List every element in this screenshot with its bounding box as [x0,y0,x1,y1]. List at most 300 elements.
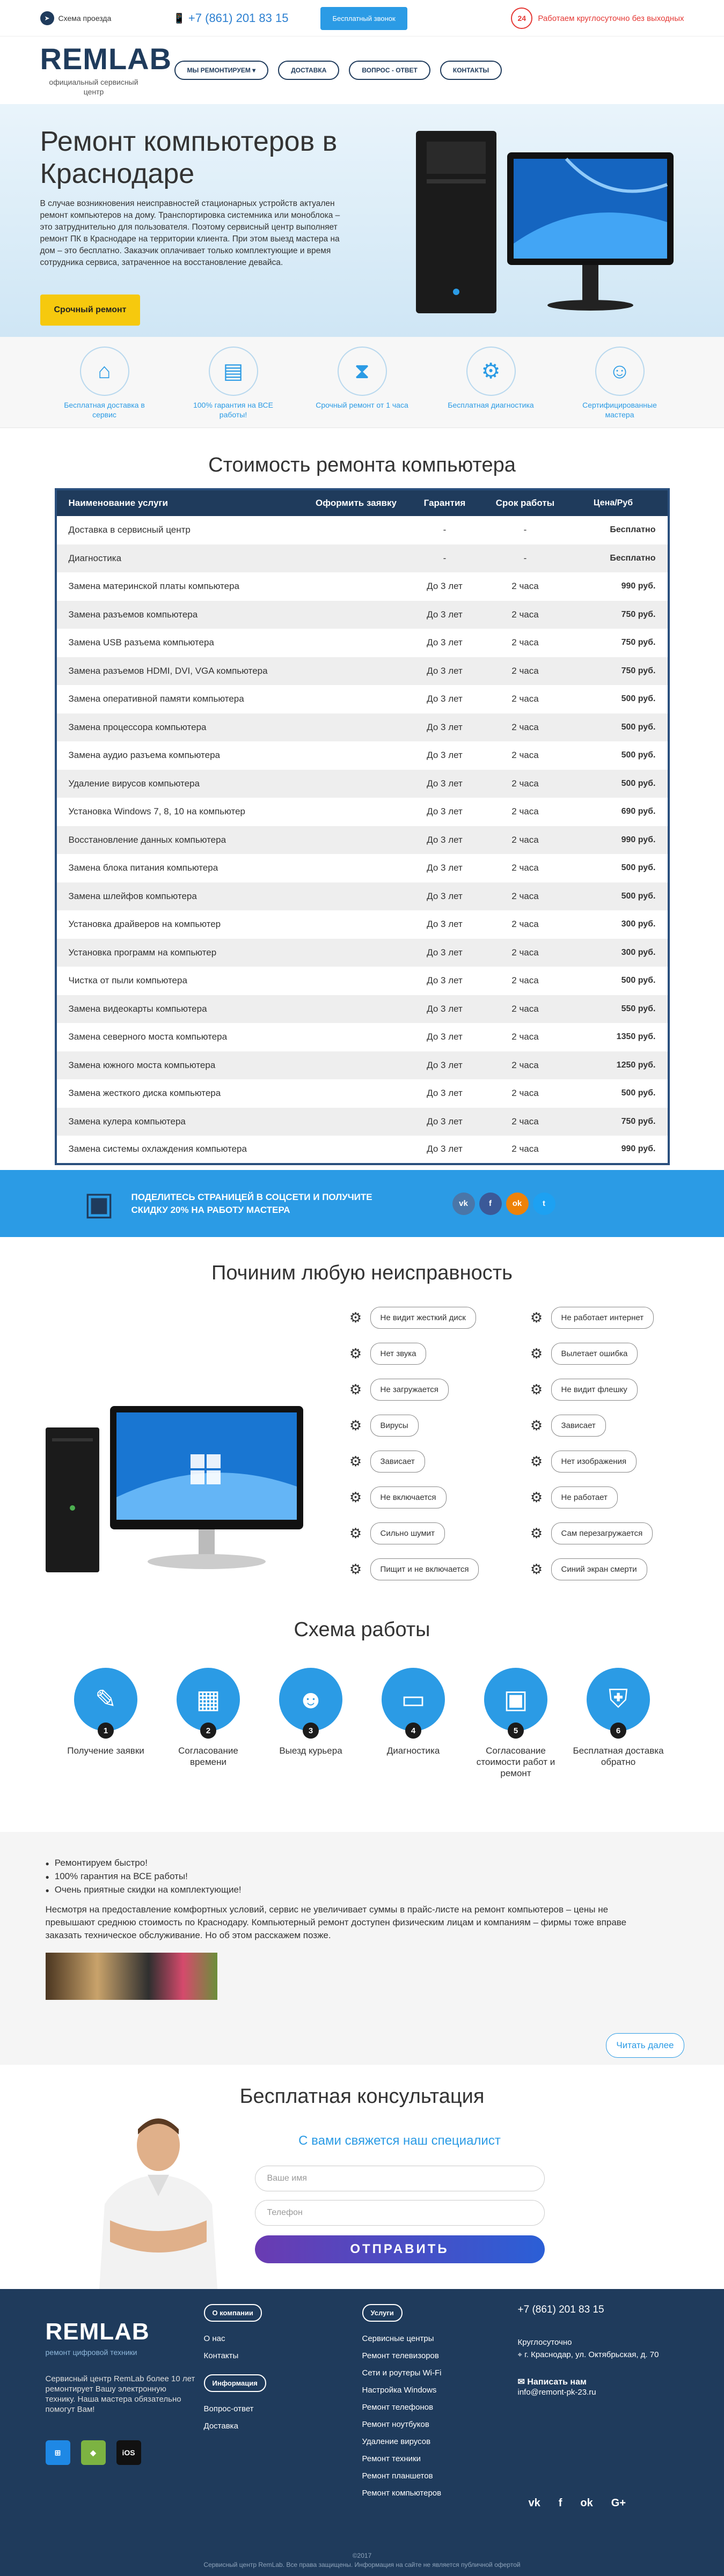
header-phone[interactable] [173,11,289,25]
price-cell: 500 руб. [621,694,656,704]
footer-services-title: Услуги [362,2304,403,2322]
main-nav [174,61,502,80]
benefit-item: ● 100% гарантия на ВСЕ работы! [46,1870,684,1883]
price-cell: 690 руб. [621,807,656,816]
hourglass-icon: ⧗ [338,347,387,396]
warranty-cell: До 3 лет [427,1144,463,1154]
faults-section [0,1237,724,1614]
fault-item[interactable] [530,1486,654,1508]
price-cell: Бесплатно [610,525,656,535]
footer-link[interactable]: Ремонт телефонов [362,2403,434,2412]
footer-about: Сервисный центр RemLab более 10 лет ремонтирует Вашу электронную технику. Наша мастера обязательно помогут Вам! [45,2374,195,2414]
fault-label: Зависает [370,1451,425,1473]
order-cell[interactable] [303,1079,410,1108]
price-cell: 300 руб. [621,919,656,929]
price-row [56,657,669,686]
fault-item[interactable] [530,1307,654,1329]
hours-badge [511,8,684,29]
feature-item [311,347,413,419]
hero-title: Ремонт компьютеров в Краснодаре [40,126,338,189]
vk-icon[interactable]: vk [528,2497,540,2509]
features-strip [0,337,724,428]
warranty-cell: - [443,525,447,535]
footer-link[interactable]: Ремонт ноутбуков [362,2420,429,2429]
workflow-section [0,1614,724,1832]
location-icon: ➤ [40,11,54,25]
order-cell[interactable] [303,995,410,1024]
price-cell: 750 руб. [571,657,669,686]
phone-input[interactable]: Телефон [255,2200,545,2226]
fault-item[interactable] [349,1379,479,1401]
workflow-step [162,1668,255,1779]
step-number: 3 [303,1723,319,1739]
order-cell[interactable] [303,854,410,882]
price-row [56,854,669,882]
warranty-cell: До 3 лет [410,882,480,911]
facebook-icon[interactable]: f [558,2497,562,2509]
monitor-icon: ▭ [401,1686,426,1714]
order-cell[interactable] [303,939,410,967]
fault-label: Синий экран смерти [551,1558,647,1580]
price-row [56,826,669,855]
service-name: Замена процессора компьютера [56,713,303,742]
logo-subtitle: официальный сервисный центр [49,78,138,96]
hours-label: Работаем круглосуточно без выходных [538,13,684,23]
feature-label: Бесплатная доставка в сервис [64,401,145,419]
fault-label: Пищит и не включается [370,1558,479,1580]
warranty-cell: До 3 лет [427,1088,463,1099]
time-cell: 2 часа [480,939,571,967]
price-row [56,995,669,1024]
document-icon: ▤ [209,347,258,396]
nav-contacts[interactable]: КОНТАКТЫ [440,61,502,80]
price-row [56,601,669,629]
footer-link[interactable]: Контакты [203,2351,239,2360]
home-icon: ⌂ [80,347,129,396]
share-text [131,1191,372,1217]
time-cell: 2 часа [480,1051,571,1080]
ok-icon[interactable]: ok [580,2497,593,2509]
feature-label: Сертифицированные мастера [582,401,657,419]
fault-item[interactable] [530,1451,654,1473]
footer-company-title: О компании [204,2304,262,2322]
feature-label: Срочный ремонт от 1 часа [316,401,408,409]
price-cell: 750 руб. [571,601,669,629]
courier-icon: ☻ [297,1685,325,1714]
time-cell: 2 часа [511,806,539,817]
time-cell: - [523,525,527,535]
fault-item[interactable] [530,1379,654,1401]
warranty-cell: До 3 лет [427,581,463,592]
service-name: Удаление вирусов компьютера [56,770,303,798]
warranty-cell: До 3 лет [427,750,463,761]
workflow-steps [59,1668,666,1779]
about-text-section [0,1832,724,2065]
service-name: Замена блока питания компьютера [68,863,218,873]
time-cell: 2 часа [480,882,571,911]
step-label: Согласование стоимости работ и ремонт [476,1746,555,1778]
price-table-body [56,516,669,1164]
price-cell: 750 руб. [621,638,656,647]
header [0,36,724,104]
price-row [56,516,669,544]
price-cell: 1350 руб. [616,1032,656,1042]
service-name: Замена северного моста компьютера [68,1032,228,1042]
fault-item[interactable] [530,1343,654,1365]
order-cell[interactable] [303,629,410,657]
time-cell: 2 часа [480,601,571,629]
fault-item[interactable] [349,1522,479,1544]
workflow-step [59,1668,153,1779]
price-row [56,967,669,995]
feature-label: Бесплатная диагностика [448,401,534,409]
consultation-section [0,2065,724,2289]
service-name: Диагностика [56,544,303,573]
price-row [56,1136,669,1164]
order-cell[interactable] [303,882,410,911]
benefit-item: ● Ремонтируем быстро! [46,1857,684,1870]
order-cell[interactable] [303,544,410,573]
service-name: Установка Windows 7, 8, 10 на компьютер [68,806,245,817]
warranty-cell: До 3 лет [410,939,480,967]
footer-link[interactable]: Ремонт компьютеров [362,2489,442,2498]
footer-address: ⌖ г. Краснодар, ул. Октябрьская, д. 70 [517,2350,659,2359]
pencil-icon: ✎ [94,1686,117,1714]
feature-item [182,347,284,419]
service-name: Восстановление данных компьютера [56,826,303,855]
fault-label: Не работает [551,1486,618,1508]
warranty-cell: До 3 лет [427,863,463,873]
service-name: Замена видеокарты компьютера [56,995,303,1024]
gear-icon: ⚙ [530,1417,543,1433]
footer-link[interactable]: Ремонт телевизоров [362,2351,439,2360]
fault-item[interactable] [349,1486,479,1508]
col-order: Оформить заявку [303,489,410,516]
consult-title: Бесплатная консультация [239,2085,485,2108]
footer-logo[interactable]: REMLAB [45,2319,150,2345]
time-cell: 2 часа [480,826,571,855]
service-name: Замена разъемов HDMI, DVI, VGA компьютера [56,657,303,686]
order-cell[interactable] [303,1108,410,1136]
faults-right-list [530,1307,654,1580]
fault-label: Вирусы [370,1415,419,1437]
footer-link[interactable]: Вопрос-ответ [203,2404,254,2413]
footer-copyright: ©2017 Сервисный центр RemLab. Все права защищены. Информация на сайте не является публичной офертой [203,2552,521,2568]
footer [0,2289,724,2576]
price-row [56,629,669,657]
fault-label: Сам перезагружается [551,1522,653,1544]
workflow-step [572,1668,666,1779]
fault-item[interactable] [349,1307,479,1329]
order-cell[interactable] [303,1136,410,1164]
footer-company-column [204,2304,266,2435]
shield-icon: ⛨ [608,1685,628,1713]
android-icon: ◆ [81,2440,106,2465]
warranty-cell: До 3 лет [427,694,463,704]
submit-button[interactable]: ОТПРАВИТЬ [255,2235,545,2263]
pc-monitor-image [46,1406,319,1578]
time-cell: 2 часа [511,1032,539,1042]
share-screen-icon: ▣ [84,1185,114,1221]
gear-icon: ⚙ [530,1345,543,1361]
order-cell[interactable] [303,601,410,629]
fault-item[interactable] [349,1451,479,1473]
time-cell: 2 часа [480,995,571,1024]
price-cell: 500 руб. [621,863,656,873]
twitter-share-button[interactable]: t [533,1193,555,1215]
gear-icon: ⚙ [349,1381,362,1397]
ios-icon: iOS [116,2440,141,2465]
order-cell[interactable] [303,685,410,713]
time-cell: 2 часа [511,1088,539,1099]
order-cell[interactable] [303,967,410,995]
workflow-step [469,1668,563,1779]
gear-icon: ⚙ [349,1453,362,1469]
nav-we-repair[interactable]: МЫ РЕМОНТИРУЕМ ▾ [174,61,269,80]
mail-icon: ✉ [517,2378,528,2387]
order-cell[interactable] [303,826,410,855]
warranty-cell: - [410,544,480,573]
price-cell: 750 руб. [571,1108,669,1136]
time-cell: 2 часа [511,1144,539,1154]
gear-icon: ⚙ [349,1309,362,1326]
service-name: Замена жесткого диска компьютера [68,1088,221,1099]
footer-email[interactable]: info@remont-pk-23.ru [517,2388,596,2397]
service-name: Замена системы охлаждения компьютера [68,1144,247,1154]
footer-services-column [362,2304,442,2502]
price-row [56,741,669,770]
price-cell: 990 руб. [621,1144,656,1154]
price-row [56,685,669,713]
price-header-row [56,489,669,516]
vk-share-button[interactable]: vk [452,1193,475,1215]
price-cell: 500 руб. [571,882,669,911]
price-cell: 500 руб. [621,750,656,760]
price-row [56,1079,669,1108]
price-row [56,882,669,911]
price-cell: 300 руб. [571,939,669,967]
step-label: Согласование времени [178,1746,238,1767]
time-cell: - [480,544,571,573]
fault-item[interactable] [530,1558,654,1580]
workflow-title: Схема работы [294,1618,430,1641]
warranty-cell: До 3 лет [410,770,480,798]
order-cell[interactable] [303,798,410,826]
logo-accent: LAB [108,42,172,76]
hardware-photo [46,1953,217,2000]
warranty-cell: До 3 лет [427,806,463,817]
fault-label: Не включается [370,1486,447,1508]
col-price: Цена/Руб [571,489,669,516]
fault-item[interactable] [530,1522,654,1544]
step-label: Бесплатная доставка обратно [573,1746,664,1767]
time-cell: 2 часа [511,863,539,873]
nav-faq[interactable]: ВОПРОС - ОТВЕТ [349,61,430,80]
time-cell: 2 часа [511,919,539,930]
order-cell[interactable] [303,516,410,544]
google-plus-icon[interactable]: G+ [611,2497,626,2509]
consult-subtitle: С вами свяжется наш специалист [298,2133,501,2148]
price-cell: 550 руб. [571,995,669,1024]
time-cell: 2 часа [480,770,571,798]
time-cell: 2 часа [511,581,539,592]
col-time: Срок работы [480,489,571,516]
fault-item[interactable] [349,1558,479,1580]
route-label: Схема проезда [58,14,112,23]
phone-number: +7 (861) 201 83 15 [188,11,289,25]
footer-link[interactable]: Удаление вирусов [362,2437,431,2446]
route-link[interactable] [40,11,158,25]
price-row [56,572,669,601]
warranty-cell: До 3 лет [427,1032,463,1042]
price-section [0,428,724,1170]
gear-icon: ⚙ [349,1489,362,1505]
price-cell: 500 руб. [571,770,669,798]
nav-delivery[interactable]: ДОСТАВКА [278,61,339,80]
top-bar [0,0,724,36]
windows-icon: ⊞ [46,2440,70,2465]
time-cell: 2 часа [480,657,571,686]
price-row [56,1023,669,1051]
warranty-cell: До 3 лет [410,995,480,1024]
footer-link[interactable]: О нас [203,2334,225,2343]
order-cell[interactable] [303,770,410,798]
feature-item [440,347,542,419]
service-name: Замена южного моста компьютера [56,1051,303,1080]
ok-share-button[interactable]: ok [506,1193,529,1215]
service-name: Замена кулера компьютера [56,1108,303,1136]
footer-link[interactable]: Ремонт планшетов [362,2471,433,2481]
price-cell: 500 руб. [621,1088,656,1098]
fault-label: Нет изображения [551,1451,637,1473]
price-row [56,798,669,826]
urgent-repair-button[interactable]: Срочный ремонт [40,295,141,326]
warranty-cell: До 3 лет [410,657,480,686]
fault-label: Не загружается [370,1379,449,1401]
price-cell: 990 руб. [571,826,669,855]
footer-link[interactable]: Настройка Windows [362,2386,437,2395]
gear-icon: ⚙ [530,1561,543,1577]
step-number: 2 [200,1723,216,1739]
facebook-share-button[interactable]: f [479,1193,502,1215]
gear-icon: ⚙ [530,1309,543,1326]
time-cell: 2 часа [511,750,539,761]
share-line-1: ПОДЕЛИТЕСЬ СТРАНИЦЕЙ В СОЦСЕТИ И ПОЛУЧИТЕ [131,1191,372,1202]
footer-link[interactable]: Доставка [203,2422,238,2431]
worker-icon: ☺ [595,347,645,396]
feature-label: 100% гарантия на ВСЕ работы! [193,401,274,419]
footer-write-label: ✉ Написать нам [517,2378,587,2387]
price-row [56,544,669,573]
phone-icon: 📱 [173,12,185,24]
order-cell[interactable] [303,713,410,742]
gear-icon: ⚙ [466,347,516,396]
service-name: Замена оперативной памяти компьютера [68,694,244,704]
fault-label: Не работает интернет [551,1307,654,1329]
warranty-cell: До 3 лет [410,1108,480,1136]
logo[interactable] [40,42,172,97]
price-table [55,488,670,1165]
gear-icon: ⚙ [349,1525,362,1541]
share-banner [0,1170,724,1237]
price-title: Стоимость ремонта компьютера [208,454,516,476]
order-cell[interactable] [303,741,410,770]
read-more-button[interactable]: Читать далее [606,2033,684,2058]
warranty-cell: До 3 лет [410,826,480,855]
fault-item[interactable] [530,1415,654,1437]
free-call-button[interactable]: Бесплатный звонок [320,7,407,30]
footer-logo-subtitle: ремонт цифровой техники [45,2348,137,2357]
fault-item[interactable] [349,1415,479,1437]
logo-main: REM [40,42,108,76]
location-pin-icon: ⌖ [517,2350,525,2359]
col-warranty: Гарантия [410,489,480,516]
gear-icon: ⚙ [349,1417,362,1433]
order-cell[interactable] [303,1023,410,1051]
hero-text: В случае возникновения неисправностей стационарных устройств актуален ремонт компьютеров на дому. Транспортировка системника или моноблока – это затруднительно для пользователя. Поэтому сервисный центр выполняет ремонт ПК в Краснодаре на территории клиента. При этом выезд мастера на дом – это бесплатно. Заказчик оплачивает только комплектующие и время сотрудника сервиса, затраченное на восстановление девайса. [40,199,340,267]
workflow-step [264,1668,358,1779]
price-cell: 500 руб. [571,713,669,742]
service-name: Доставка в сервисный центр [68,525,191,535]
warranty-cell: До 3 лет [427,975,463,986]
gear-icon: ⚙ [530,1525,543,1541]
fault-label: Не видит флешку [551,1379,638,1401]
service-name: Замена разъемов компьютера [56,601,303,629]
order-cell[interactable] [303,910,410,939]
step-label: Диагностика [386,1746,440,1756]
consultant-photo [89,2108,228,2289]
footer-link[interactable]: Сети и роутеры Wi-Fi [362,2368,442,2378]
step-number: 1 [98,1723,114,1739]
warranty-cell: До 3 лет [410,713,480,742]
service-name: Замена аудио разъема компьютера [68,750,220,761]
os-badges [46,2440,141,2465]
footer-phone[interactable]: +7 (861) 201 83 15 [517,2304,604,2315]
price-cell: 500 руб. [621,976,656,985]
feature-item [569,347,671,419]
order-cell[interactable] [303,657,410,686]
time-cell: 2 часа [511,637,539,648]
name-input[interactable]: Ваше имя [255,2166,545,2191]
gear-icon: ⚙ [530,1453,543,1469]
faults-title: Починим любую неисправность [211,1262,513,1284]
fault-label: Вылетает ошибка [551,1343,638,1365]
service-name: Замена шлейфов компьютера [56,882,303,911]
about-paragraph: Несмотря на предоставление комфортных условий, сервис не увеличивает суммы в прайс-листе на ремонт компьютеров – цены не превышают среднюю стоимость по Краснодару. Компьютерный ремонт доступен физическим лицам и компаниям – фирмы тоже вправе заказать техническое обслуживание. Но об этом расскажем позже. [45,1904,627,1940]
time-cell: 2 часа [480,713,571,742]
footer-social [529,2497,626,2509]
price-row [56,713,669,742]
warranty-cell: До 3 лет [410,1051,480,1080]
time-cell: 2 часа [511,975,539,986]
hero [0,104,724,337]
price-row [56,770,669,798]
order-cell[interactable] [303,1051,410,1080]
step-number: 4 [405,1723,421,1739]
service-name: Замена USB разъема компьютера [68,637,214,648]
order-cell[interactable] [303,572,410,601]
step-label: Выезд курьера [279,1746,342,1756]
fault-label: Зависает [551,1415,606,1437]
footer-link[interactable]: Сервисные центры [362,2334,434,2343]
warranty-cell: До 3 лет [410,601,480,629]
service-name: Установка программ на компьютер [56,939,303,967]
price-cell: Бесплатно [571,544,669,573]
footer-link[interactable]: Ремонт техники [362,2454,421,2463]
calendar-icon: ▦ [196,1686,221,1714]
fault-item[interactable] [349,1343,479,1365]
warranty-cell: До 3 лет [427,919,463,930]
